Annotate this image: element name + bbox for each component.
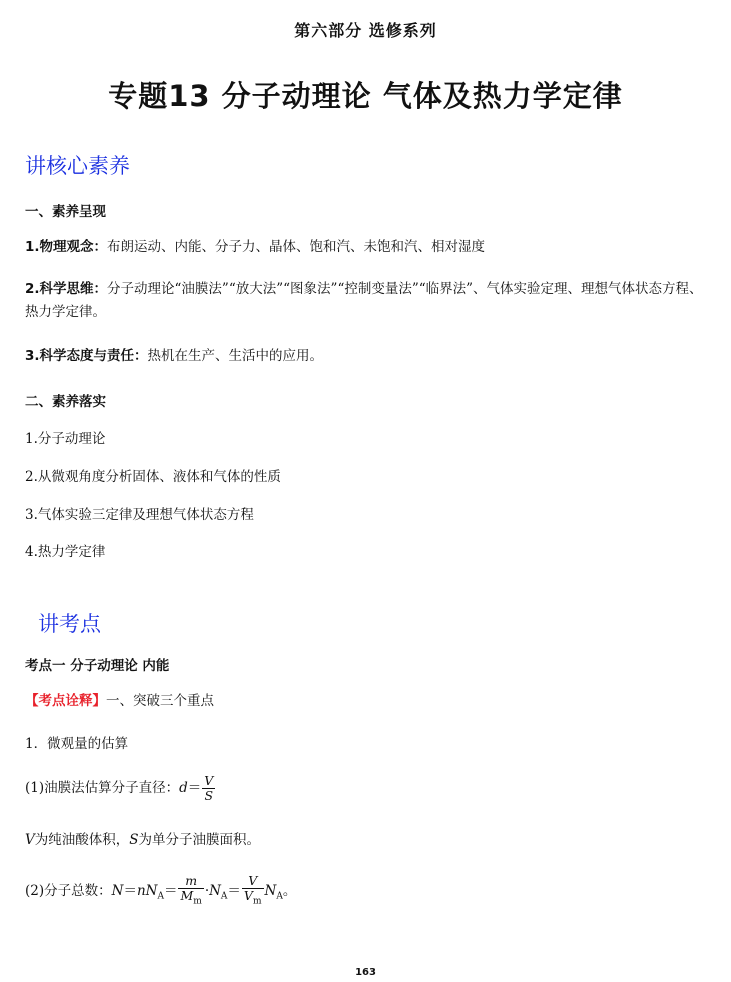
fraction-denominator: S — [204, 788, 214, 803]
desc-text: 为单分子油膜面积。 — [138, 832, 260, 848]
formula-description — [25, 829, 260, 852]
desc-text: 为纯油酸体积， — [34, 832, 130, 848]
formula-molecule-count — [25, 874, 296, 909]
item-text: 分子动理论“油膜法”“放大法”“图象法”“控制变量法”“临界法”、气体实验定理、理想气体状态方程、热力学定律。 — [25, 281, 703, 320]
var-s: S — [129, 832, 139, 848]
literacy-implementation-heading: 二、素养落实 — [25, 394, 106, 410]
list-item: 3.气体实验三定律及理想气体状态方程 — [25, 507, 254, 523]
page-title: 专题13 分子动理论 气体及热力学定律 — [108, 79, 623, 113]
item-physics-concept — [25, 236, 705, 259]
exam-point-1-heading: 考点一 分子动理论 内能 — [25, 658, 170, 674]
formula-oil-film: (1)油膜法估算分子直径：d＝ $\frac{V}{S}$ — [25, 773, 214, 803]
section-header: 第六部分 选修系列 — [294, 21, 437, 40]
formula-prefix: (2)分子总数： — [25, 882, 112, 899]
formula-var-d: d — [179, 780, 188, 796]
item-label: 2.科学思维： — [25, 281, 108, 297]
list-item: 4.热力学定律 — [25, 544, 106, 560]
list-item: 2.从微观角度分析固体、液体和气体的性质 — [25, 469, 281, 485]
exam-points-heading: 讲考点 — [38, 612, 101, 636]
list-item: 1.分子动理论 — [25, 431, 106, 447]
page-number: 163 — [355, 967, 376, 978]
item-text: 热机在生产、生活中的应用。 — [147, 348, 324, 364]
formula-prefix: (1)油膜法估算分子直径： — [25, 780, 180, 796]
core-literacy-heading: 讲核心素养 — [25, 154, 130, 178]
item-text: 布朗运动、内能、分子力、晶体、饱和汽、未饱和汽、相对湿度 — [107, 239, 486, 255]
explanation-text: 一、突破三个重点 — [106, 693, 214, 709]
explanation-tag: 【考点诠释】 — [25, 693, 106, 709]
var-v: V — [25, 832, 35, 848]
item-label: 1.物理观念： — [25, 239, 108, 255]
item-scientific-thinking — [25, 278, 709, 324]
fraction-v-over-s — [202, 774, 215, 803]
microscopic-estimation-heading: 1．微观量的估算 — [25, 736, 129, 752]
exam-point-explanation — [25, 690, 214, 713]
item-label: 3.科学态度与责任： — [25, 348, 148, 364]
formula-end: 。 — [282, 882, 297, 899]
fraction-numerator: V — [204, 773, 214, 788]
formula-body: $N=nN_A=$ $\frac{m}{M_m}$ $\cdot N_A=$ $\frac{V}{V_m}$ $N_A$ — [111, 873, 283, 907]
literacy-presentation-heading: 一、素养呈现 — [25, 204, 106, 220]
item-scientific-attitude — [25, 345, 705, 368]
